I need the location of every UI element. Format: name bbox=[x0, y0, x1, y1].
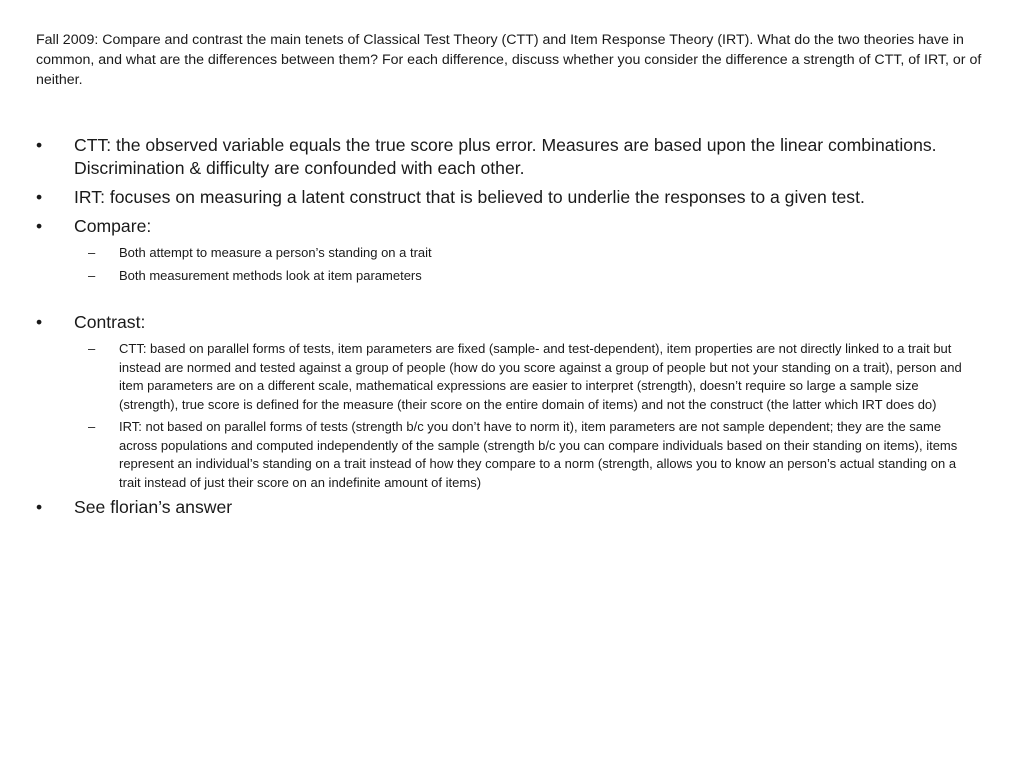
bullet-text: Compare: bbox=[74, 216, 152, 236]
bullet-list bbox=[36, 134, 991, 525]
bullet-marker: • bbox=[36, 312, 43, 332]
sub-item-contrast-irt bbox=[36, 418, 981, 492]
bullet-text: CTT: the observed variable equals the true score plus error. Measures are based upon the linear combinations. Discrimination & difficulty are confounded with each other. bbox=[74, 135, 937, 178]
bullet-compare bbox=[36, 215, 991, 238]
sub-marker: – bbox=[88, 245, 96, 260]
sub-item-contrast-ctt bbox=[36, 340, 981, 414]
sub-marker: – bbox=[88, 341, 96, 356]
bullet-marker: • bbox=[36, 187, 43, 207]
sub-item-compare-2 bbox=[36, 267, 981, 286]
sub-item-compare-1 bbox=[36, 244, 981, 263]
bullet-contrast bbox=[36, 311, 991, 334]
slide-title: Fall 2009: Compare and contrast the main tenets of Classical Test Theory (CTT) and Item Response Theory (IRT). What do the two theories have in common, and what are the differences between them? For each difference, discuss whether you consider the difference a strength of CTT, of IRT, or of neither. bbox=[36, 32, 982, 88]
bullet-marker: • bbox=[36, 497, 43, 517]
bullet-marker: • bbox=[36, 216, 43, 236]
sub-marker: – bbox=[88, 419, 96, 434]
sub-item-text: CTT: based on parallel forms of tests, item parameters are fixed (sample- and test-dependent), item properties are not directly linked to a trait but instead are normed and tested against a group of people (how do you score against a group of people but not your standing on a trait), person and item parameters are on a different scale, mathematical expressions are easier to interpret (strength), doesn’t require so large a sample size (strength), true score is defined for the measure (their score on the entire domain of items) and not the construct (the latter which IRT does do) bbox=[119, 341, 962, 412]
bullet-text: See florian’s answer bbox=[74, 497, 233, 517]
sub-item-text: IRT: not based on parallel forms of tests (strength b/c you don’t have to norm it), item parameters are not sample dependent; they are the same across populations and computed independently of the sample (strength b/c you can compare individuals based on their standing on items), items represent an individual’s standing on a trait instead of how they compare to a norm (strength, allows you to know an person’s actual standing on a trait instead of just their score on an indefinite amount of items) bbox=[119, 419, 958, 490]
bullet-irt bbox=[36, 186, 991, 209]
sub-item-text: Both measurement methods look at item parameters bbox=[119, 267, 422, 283]
bullet-text: Contrast: bbox=[74, 312, 146, 332]
sub-marker: – bbox=[88, 267, 96, 283]
bullet-ctt bbox=[36, 134, 991, 180]
bullet-text: IRT: focuses on measuring a latent construct that is believed to underlie the responses to a given test. bbox=[74, 187, 865, 207]
bullet-see-florian bbox=[36, 496, 991, 519]
sub-item-text: Both attempt to measure a person’s standing on a trait bbox=[119, 245, 432, 260]
bullet-marker: • bbox=[36, 135, 43, 155]
